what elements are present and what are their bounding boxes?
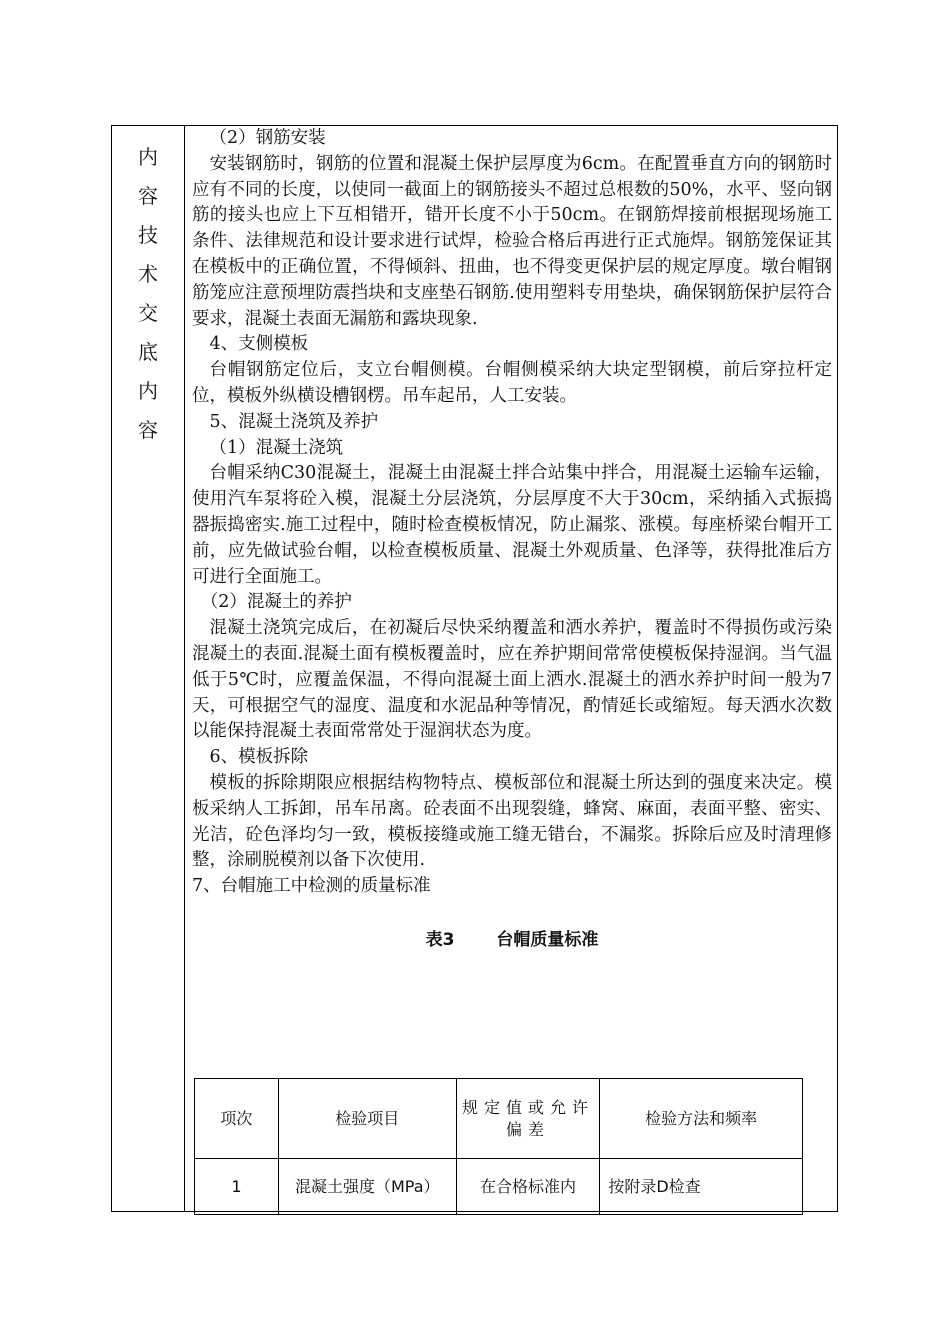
paragraph: 7、台帽施工中检测的质量标准 — [192, 876, 431, 897]
side-char: 底 — [138, 340, 158, 364]
document-frame — [111, 125, 838, 1212]
cell-value: 在合格标准内 — [456, 1159, 600, 1215]
paragraph: 安装钢筋时，钢筋的位置和混凝土保护层厚度为6cm。在配置垂直方向的钢筋时应有不同的长度，以使同一截面上的钢筋接头不超过总根数的50%，水平、竖向钢筋的接头也应上下互相错开，错开长度不小于50cm。在钢筋焊接前根据现场施工条件、法律规范和设计要求进行试焊，检验合格后再进行正式施焊。钢筋笼保证其在模板中的正确位置，不得倾斜、扭曲，也不得变更保护层的规定厚度。墩台帽钢筋笼应注意预埋防震挡块和支座垫石钢筋.使用塑料专用垫块，确保钢筋保护层符合要求，混凝土表面无漏筋和露块现象. — [192, 153, 832, 329]
paragraph: （2）钢筋安装 — [209, 128, 326, 148]
paragraph: 台帽钢筋定位后，支立台帽侧模。台帽侧模采纳大块定型钢模，前后穿拉杆定位，模板外纵横设槽钢楞。吊车起吊，人工安装。 — [192, 360, 832, 406]
side-char: 内 — [138, 145, 158, 169]
content-body — [192, 126, 832, 952]
side-label-column — [112, 126, 185, 1211]
side-char: 容 — [138, 418, 158, 442]
table-header-row — [195, 1079, 803, 1159]
paragraph: 4、支侧模板 — [209, 334, 309, 355]
header-cell-value: 规定值或允许偏差 — [456, 1079, 600, 1159]
paragraph: 5、混凝土浇筑及养护 — [209, 411, 379, 432]
paragraph: 混凝土浇筑完成后，在初凝后尽快采纳覆盖和洒水养护，覆盖时不得损伤或污染混凝土的表面.混凝土面有模板覆盖时，应在养护期间常常使模板保持湿润。当气温低于5℃时，应覆盖保温，不得向混凝土面上洒水.混凝土的洒水养护时间一般为7天，可根据空气的湿度、温度和水泥品种等情况，酌情延长或缩短。每天洒水次数以能保持混凝土表面常常处于湿润状态为度。 — [192, 618, 832, 742]
table-name: 台帽质量标准 — [496, 929, 599, 950]
side-char: 技 — [138, 223, 158, 247]
paragraph: 模板的拆除期限应根据结构物特点、模板部位和混凝土所达到的强度来决定。模板采纳人工拆卸，吊车吊离。砼表面不出现裂缝，蜂窝、麻面，表面平整、密实、光洁，砼色泽均匀一致，模板接缝或施工缝无错台，不漏浆。拆除后应及时清理修整，涂刷脱模剂以备下次使用. — [192, 772, 832, 871]
side-label — [112, 138, 184, 450]
paragraph: （2）混凝土的养护 — [200, 592, 352, 613]
header-cell-method: 检验方法和频率 — [600, 1079, 803, 1159]
side-char: 容 — [138, 184, 158, 208]
header-cell-no: 项次 — [195, 1079, 279, 1159]
side-char: 交 — [138, 301, 158, 325]
side-char: 内 — [138, 379, 158, 403]
table-title — [192, 928, 832, 952]
table-row — [195, 1159, 803, 1215]
table-number: 表3 — [425, 929, 455, 950]
paragraph: 台帽采纳C30混凝土，混凝土由混凝土拌合站集中拌合，用混凝土运输车运输，使用汽车泵将砼入模，混凝土分层浇筑，分层厚度不大于30cm，采纳插入式振捣器振捣密实.施工过程中，随时检查模板情况，防止漏浆、涨模。每座桥梁台帽开工前，应先做试验台帽，以检查模板质量、混凝土外观质量、色泽等，获得批准后方可进行全面施工。 — [192, 463, 832, 587]
cell-method: 按附录D检查 — [600, 1159, 803, 1215]
side-char: 术 — [138, 262, 158, 286]
header-cell-item: 检验项目 — [278, 1079, 456, 1159]
cell-item: 混凝土强度（MPa） — [278, 1159, 456, 1215]
paragraph: （1）混凝土浇筑 — [209, 437, 344, 458]
cell-no: 1 — [195, 1159, 279, 1215]
quality-table — [194, 1078, 803, 1215]
paragraph: 6、模板拆除 — [209, 747, 309, 768]
